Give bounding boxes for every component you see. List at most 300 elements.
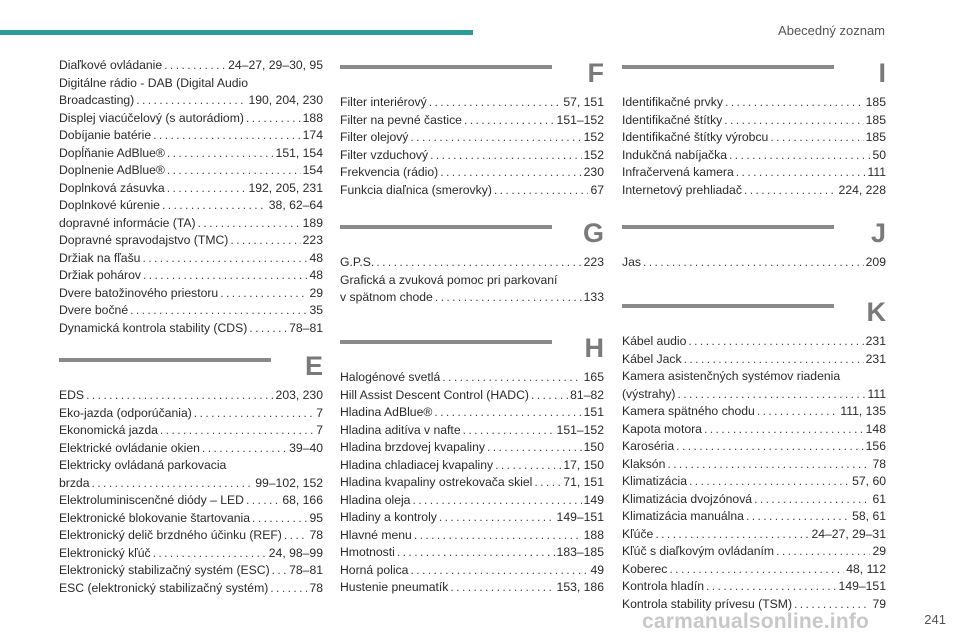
index-entry-term: Dopĺňanie AdBlue®	[59, 145, 165, 160]
index-entry-pages: 151	[583, 405, 604, 419]
index-entry-pages: 7	[316, 405, 323, 420]
dot-leader	[412, 492, 581, 510]
dot-leader	[754, 491, 870, 509]
index-entry	[59, 92, 323, 110]
index-entry-term: G.P.S.	[340, 255, 375, 269]
index-entry-term: Eko-jazda (odporúčania)	[59, 405, 192, 420]
dot-leader	[736, 164, 866, 182]
dot-leader	[153, 545, 267, 563]
section-letter: I	[878, 58, 886, 88]
index-entry-term: Hladina AdBlue®	[340, 405, 433, 419]
index-entry	[59, 110, 323, 128]
index-entry-pages: 223	[302, 233, 323, 247]
index-entries	[340, 94, 604, 199]
index-entry-term: Držiak na fľašu	[59, 250, 141, 265]
dot-leader	[130, 302, 307, 320]
index-entry-term: Elektrické ovládanie okien	[59, 440, 200, 455]
dot-leader	[142, 250, 307, 268]
index-entry	[59, 127, 323, 145]
dot-leader	[246, 110, 301, 128]
index-entry-term: EDS	[59, 388, 85, 402]
index-entry	[340, 182, 604, 200]
index-entry-pages: 48	[309, 250, 323, 265]
index-entry-pages: 153, 186	[556, 580, 604, 594]
index-entry-pages: 38, 62–64	[268, 198, 323, 212]
dot-leader	[704, 421, 864, 439]
dot-leader	[440, 164, 581, 182]
index-entry	[59, 302, 323, 320]
index-entry-pages: 190, 204, 230	[248, 93, 323, 107]
dot-leader	[143, 267, 307, 285]
dot-leader	[270, 580, 307, 598]
index-entries	[340, 254, 604, 307]
index-entry-pages: 192, 205, 231	[248, 180, 323, 195]
index-entry-term: Dvere batožinového priestoru	[59, 285, 219, 300]
index-entry	[622, 561, 886, 579]
header-accent-bar	[0, 30, 473, 35]
index-section-h	[340, 326, 604, 597]
index-section-d	[59, 57, 323, 337]
index-entry	[340, 387, 604, 405]
index-entry-pages: 7	[316, 423, 323, 437]
index-entry-pages: 58, 61	[852, 509, 886, 523]
index-entry-pages: 48	[309, 268, 323, 282]
section-letter: K	[866, 297, 886, 327]
index-entry	[59, 527, 323, 545]
dot-leader	[770, 129, 863, 147]
index-entry-term: Dynamická kontrola stability (CDS)	[59, 320, 248, 335]
dot-leader	[487, 439, 582, 457]
dot-leader	[439, 509, 555, 527]
index-entry	[340, 544, 604, 562]
dot-leader	[429, 94, 562, 112]
index-entry	[622, 333, 886, 351]
dot-leader	[136, 92, 246, 110]
index-entry-pages: 29	[872, 544, 886, 558]
page-number: 241	[924, 612, 946, 627]
dot-leader	[442, 369, 581, 387]
index-entry	[59, 180, 323, 198]
dot-leader	[676, 438, 863, 456]
index-entry-term: Doplnková zásuvka	[59, 180, 165, 195]
index-entry-pages: 78	[309, 580, 323, 595]
index-entry	[340, 579, 604, 597]
index-entry-term: Kľúč s diaľkovým ovládaním	[622, 544, 775, 558]
index-entry-term: Kábel Jack	[622, 351, 682, 366]
index-entry	[59, 197, 323, 215]
dot-leader	[167, 180, 247, 198]
dot-leader	[744, 182, 837, 200]
index-entry-term: Filter olejový	[340, 130, 409, 144]
dot-leader	[746, 508, 850, 526]
index-entry-pages: 50	[872, 147, 886, 162]
dot-leader	[162, 197, 267, 215]
index-entry-term: dopravné informácie (TA)	[59, 215, 196, 230]
index-section-g	[340, 211, 604, 307]
index-entry	[59, 285, 323, 303]
index-entry-pages: 152	[583, 130, 604, 144]
index-section-i	[622, 51, 886, 199]
dot-leader	[202, 440, 287, 458]
index-entry-term: Ekonomická jazda	[59, 423, 158, 437]
index-entry-pages: 148	[865, 421, 886, 436]
index-entry-term: Infračervená kamera	[622, 165, 734, 179]
index-section-f	[340, 51, 604, 199]
index-entry-pages: 29	[309, 285, 323, 300]
index-section-e	[59, 344, 323, 597]
index-entry-pages: 149–151	[556, 510, 604, 524]
index-entry	[622, 438, 886, 456]
index-entry	[59, 545, 323, 563]
index-entry	[622, 543, 886, 561]
index-entry-pages: 49	[590, 562, 604, 577]
index-entry	[59, 475, 323, 493]
index-entry-text: Digitálne rádio - DAB (Digital Audio	[59, 75, 248, 90]
index-entry	[59, 250, 323, 268]
index-entry-term: Filter vzduchový	[340, 147, 429, 162]
index-entry-pages: 24–27, 29–31	[811, 526, 886, 541]
index-entry-pages: 68, 166	[282, 493, 323, 507]
dot-leader	[724, 112, 863, 130]
dot-leader	[689, 473, 850, 491]
index-entry-term: Kontrola stability prívesu (TSM)	[622, 596, 793, 611]
index-entry-pages: 149–151	[838, 579, 886, 593]
index-entry	[59, 145, 323, 163]
index-entry-term: (výstrahy)	[622, 386, 676, 401]
dot-leader	[194, 405, 314, 423]
index-entry-term: Kapota motora	[622, 421, 702, 436]
index-entry-term: Dobíjanie batérie	[59, 128, 152, 142]
index-entry-term: Filter na pevné častice	[340, 112, 462, 127]
dot-leader	[684, 351, 864, 369]
index-entry-term: Elektroluminiscenčné diódy – LED	[59, 493, 244, 507]
index-entry-term: Doplnenie AdBlue®	[59, 163, 165, 177]
index-entry-term: Elektronický kľúč	[59, 545, 151, 560]
index-entry-pages: 154	[302, 163, 323, 177]
index-entry-term: Internetový prehliadač	[622, 182, 742, 197]
index-entry-pages: 48, 112	[846, 561, 886, 576]
index-entry	[59, 422, 323, 440]
index-entry-pages: 57, 151	[563, 95, 604, 109]
dot-leader	[167, 162, 301, 180]
index-entry	[622, 578, 886, 596]
dot-leader	[655, 526, 809, 544]
index-entry-pages: 17, 150	[563, 457, 604, 472]
index-entry-pages: 61	[872, 491, 886, 506]
dot-leader	[153, 127, 301, 145]
index-entry-term: Kontrola hladín	[622, 579, 704, 593]
index-entry-term: Elektronické blokovanie štartovania	[59, 510, 251, 525]
index-entry	[622, 147, 886, 165]
section-letter: G	[582, 218, 604, 248]
index-entry	[340, 147, 604, 165]
dot-leader	[688, 333, 863, 351]
index-entry-term: Identifikačné prvky	[622, 95, 723, 109]
index-entries	[340, 369, 604, 597]
index-entries	[59, 57, 323, 337]
index-entry-pages: 183–185	[556, 545, 604, 559]
index-entry-pages: 149	[583, 492, 604, 507]
index-entry-pages: 78–81	[289, 320, 323, 335]
index-entry-pages: 174	[302, 128, 323, 142]
index-entry-pages: 151–152	[556, 422, 604, 437]
index-entry-pages: 133	[583, 290, 604, 304]
index-entry-pages: 151–152	[556, 112, 604, 127]
index-entries	[622, 333, 886, 613]
index-entry	[622, 254, 886, 272]
index-entry-term: Displej viacúčelový (s autorádiom)	[59, 110, 244, 125]
index-entry-pages: 165	[583, 370, 604, 384]
index-entry	[59, 57, 323, 75]
index-entry-term: Kľúče	[622, 526, 654, 541]
index-entry	[622, 351, 886, 369]
dot-leader	[534, 474, 561, 492]
dot-leader	[86, 387, 273, 405]
index-entry	[340, 562, 604, 580]
index-entry-term: Hmotnosti	[340, 545, 395, 559]
index-entry-pages: 224, 228	[838, 182, 886, 197]
index-entry	[340, 289, 604, 307]
dot-leader	[410, 562, 588, 580]
dot-leader	[757, 403, 839, 421]
index-entry-pages: 230	[583, 165, 604, 179]
index-entry-pages: 81–82	[570, 387, 604, 402]
index-entry	[622, 94, 886, 112]
index-entry-pages: 39–40	[289, 440, 323, 455]
index-entry-term: Hladiny a kontroly	[340, 510, 437, 524]
section-letter: F	[587, 58, 604, 88]
index-entry	[622, 386, 886, 404]
index-entry-pages: 203, 230	[275, 388, 323, 402]
index-entry-pages: 79	[872, 596, 886, 611]
index-entry-pages: 188	[302, 110, 323, 125]
index-entry	[622, 491, 886, 509]
index-entry	[622, 112, 886, 130]
index-entry-text: Kamera asistenčných systémov riadenia	[622, 369, 841, 383]
section-letter: E	[304, 351, 323, 381]
index-entry	[622, 403, 886, 421]
index-entry-pages: 231	[865, 334, 886, 348]
index-entry	[340, 254, 604, 272]
index-entry	[340, 404, 604, 422]
index-entry-term: Filter interiérový	[340, 95, 427, 109]
index-entry-term: Kamera spätného chodu	[622, 404, 755, 418]
index-entry	[622, 456, 886, 474]
index-entry	[622, 473, 886, 491]
index-entry-term: brzda	[59, 475, 90, 490]
index-entry	[59, 215, 323, 233]
dot-leader	[414, 527, 582, 545]
index-entry-pages: 185	[865, 130, 886, 144]
index-entry-pages: 24–27, 29–30, 95	[228, 58, 323, 72]
index-entry	[340, 369, 604, 387]
index-entry-pages: 111	[867, 165, 886, 179]
index-entry	[340, 527, 604, 545]
index-section-k	[622, 290, 886, 613]
index-entry-term: Indukčná nabíjačka	[622, 147, 728, 162]
dot-leader	[249, 320, 287, 338]
index-entry	[59, 387, 323, 405]
index-entry-pages: 24, 98–99	[268, 545, 323, 560]
dot-leader	[725, 94, 864, 112]
index-entry	[622, 129, 886, 147]
index-entry-text: Grafická a zvuková pomoc pri parkovaní	[340, 272, 558, 287]
index-entries	[59, 387, 323, 597]
dot-leader	[220, 285, 307, 303]
index-entry	[340, 509, 604, 527]
dot-leader	[494, 182, 589, 200]
index-entry	[59, 580, 323, 598]
index-entry	[59, 162, 323, 180]
index-entry-term: Dvere bočné	[59, 303, 129, 317]
index-entry-pages: 189	[302, 215, 323, 230]
page-header-title: Abecedný zoznam	[778, 23, 885, 38]
index-entry-pages: 78–81	[289, 563, 323, 577]
index-entry	[59, 510, 323, 528]
section-letter: J	[870, 218, 886, 248]
dot-leader	[230, 232, 300, 250]
dot-leader	[246, 492, 280, 510]
dot-leader	[92, 475, 254, 493]
dot-leader	[450, 579, 554, 597]
index-entry	[59, 320, 323, 338]
index-entries	[622, 254, 886, 272]
index-entry-term: Hladina kvapaliny ostrekovača skiel	[340, 475, 533, 489]
dot-leader	[706, 578, 837, 596]
index-entry-term: Karoséria	[622, 439, 675, 453]
index-entry-term: Broadcasting)	[59, 93, 135, 107]
index-entry-term: Doplnkové kúrenie	[59, 198, 160, 212]
index-entry-pages: 188	[583, 527, 604, 542]
index-entry	[340, 457, 604, 475]
dot-leader	[669, 561, 844, 579]
index-entry	[59, 232, 323, 250]
index-entry-term: Identifikačné štítky výrobcu	[622, 130, 769, 144]
index-entry-pages: 78	[309, 528, 323, 542]
index-entry-term: Hladina chladiacej kvapaliny	[340, 457, 494, 472]
index-entry-pages: 209	[865, 255, 886, 269]
index-entry-pages: 111	[867, 386, 886, 401]
section-letter: H	[584, 333, 604, 363]
dot-leader	[397, 544, 555, 562]
index-entry	[622, 508, 886, 526]
index-entry-pages: 111, 135	[840, 404, 886, 418]
index-section-j	[622, 211, 886, 272]
index-entry	[59, 267, 323, 285]
dot-leader	[643, 254, 864, 272]
index-entry-term: Klimatizácia dvojzónová	[622, 491, 753, 506]
dot-leader	[776, 543, 870, 561]
index-entry-term: Funkcia diaľnica (smerovky)	[340, 182, 492, 197]
index-entry	[340, 474, 604, 492]
index-entry	[59, 492, 323, 510]
index-entry-pages: 57, 60	[852, 474, 886, 488]
index-entry-term: Hladina brzdovej kvapaliny	[340, 440, 485, 454]
index-entry	[340, 439, 604, 457]
index-entry-pages: 35	[309, 303, 323, 317]
index-entry-term: Kábel audio	[622, 334, 687, 348]
index-entry-term: v spätnom chode	[340, 290, 433, 304]
dot-leader	[531, 387, 568, 405]
index-entry-term: Dopravné spravodajstvo (TMC)	[59, 233, 229, 247]
index-entry-pages: 152	[583, 147, 604, 162]
index-entry	[340, 129, 604, 147]
index-entry-term: Horná polica	[340, 562, 409, 577]
index-entry-pages: 223	[583, 255, 604, 269]
index-entry	[622, 526, 886, 544]
index-entry-term: Klaksón	[622, 456, 666, 471]
index-entry-term: Klimatizácia	[622, 474, 688, 488]
index-entry-term: Identifikačné štítky	[622, 112, 723, 127]
index-entry	[340, 422, 604, 440]
dot-leader	[729, 147, 870, 165]
index-entry	[622, 164, 886, 182]
index-entry	[622, 421, 886, 439]
index-entry-pages: 67	[590, 182, 604, 197]
index-entry	[59, 440, 323, 458]
dot-leader	[430, 147, 582, 165]
index-entry-term: Hlavné menu	[340, 527, 412, 542]
index-entry-term: ESC (elektronický stabilizačný systém)	[59, 580, 269, 595]
dot-leader	[464, 112, 555, 130]
dot-leader	[678, 386, 866, 404]
dot-leader	[495, 457, 561, 475]
index-entry-text: Elektricky ovládaná parkovacia	[59, 458, 227, 472]
index-entry-term: Halogénové svetlá	[340, 370, 441, 384]
index-entry	[59, 405, 323, 423]
dot-leader	[284, 527, 308, 545]
index-entry	[622, 182, 886, 200]
index-entry-pages: 231	[865, 351, 886, 366]
index-entry-pages: 151, 154	[275, 145, 323, 160]
dot-leader	[167, 145, 274, 163]
index-entry-pages: 71, 151	[563, 475, 604, 489]
index-entry-pages: 78	[872, 456, 886, 471]
index-entry	[340, 164, 604, 182]
watermark: carmanualsonline.info	[642, 610, 870, 633]
index-entry-term: Diaľkové ovládanie	[59, 58, 163, 72]
index-entry-term: Frekvencia (rádio)	[340, 165, 439, 179]
dot-leader	[410, 129, 581, 147]
index-entry	[340, 112, 604, 130]
index-entry-term: Jas	[622, 255, 641, 269]
index-entry-pages: 185	[865, 95, 886, 109]
index-entry-term: Koberec	[622, 561, 668, 576]
index-entry-term: Elektronický stabilizačný systém (ESC)	[59, 563, 270, 577]
index-entry-term: Klimatizácia manuálna	[622, 509, 744, 523]
dot-leader	[434, 404, 581, 422]
index-entry	[59, 562, 323, 580]
dot-leader	[198, 215, 301, 233]
index-entry-pages: 185	[865, 112, 886, 127]
index-entry-term: Hustenie pneumatík	[340, 580, 449, 594]
dot-leader	[272, 562, 287, 580]
dot-leader	[376, 254, 581, 272]
index-entry-term: Elektronický delič brzdného účinku (REF)	[59, 528, 282, 542]
index-entry-term: Hladina oleja	[340, 492, 411, 507]
index-entry	[340, 492, 604, 510]
index-entry-pages: 156	[865, 439, 886, 453]
index-entry	[340, 94, 604, 112]
dot-leader	[252, 510, 307, 528]
dot-leader	[435, 289, 582, 307]
index-entry-pages: 150	[583, 440, 604, 454]
dot-leader	[164, 57, 226, 75]
dot-leader	[160, 422, 314, 440]
dot-leader	[667, 456, 870, 474]
index-entries	[622, 94, 886, 199]
index-entry-term: Držiak pohárov	[59, 268, 141, 282]
